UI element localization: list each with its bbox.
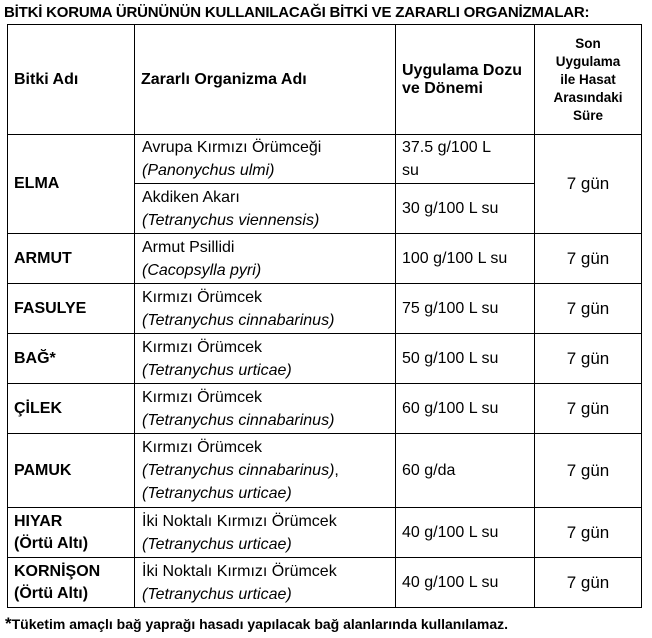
organism-scientific-name: (Tetranychus urticae): [142, 361, 292, 379]
organism-common-name: Avrupa Kırmızı Örümceği: [142, 139, 322, 156]
dose-cell: 50 g/100 L su: [396, 334, 535, 384]
plant-name-line2: (Örtü Altı): [14, 584, 89, 602]
header-interval: [535, 25, 642, 135]
organism-common-name: İki Noktalı Kırmızı Örümcek: [142, 512, 337, 530]
plant-name-line1: HIYAR: [14, 512, 63, 530]
interval-cell: 7 gün: [535, 558, 642, 608]
interval-cell: 7 gün: [535, 508, 642, 558]
organism-cell: [135, 508, 396, 558]
table-row: [8, 334, 642, 384]
footnote-text: Tüketim amaçlı bağ yaprağı hasadı yapılacak bağ alanlarında kullanılamaz.: [11, 616, 509, 632]
dose-cell: [396, 135, 535, 184]
organism-common-name: Kırmızı Örümcek: [142, 338, 263, 356]
dose-cell: 40 g/100 L su: [396, 558, 535, 608]
organism-scientific-name: (Tetranychus cinnabarinus): [142, 311, 335, 329]
header-interval-line1: Son: [575, 35, 601, 51]
header-dose-line2: ve Dönemi: [402, 79, 483, 97]
organism-common-name: Kırmızı Örümcek: [142, 439, 263, 456]
table-row: [8, 558, 642, 608]
table-row: [8, 234, 642, 284]
header-organism: Zararlı Organizma Adı: [135, 25, 396, 135]
interval-cell: 7 gün: [535, 135, 642, 234]
dose-line1: 37.5 g/100 L: [402, 139, 491, 156]
dose-cell: 30 g/100 L su: [396, 184, 535, 234]
organism-cell: [135, 184, 396, 234]
dose-line2: su: [402, 162, 419, 179]
header-plant: Bitki Adı: [8, 25, 135, 135]
header-interval-line3: ile Hasat: [560, 71, 616, 87]
organism-scientific-name: (Panonychus ulmi): [142, 162, 275, 179]
organism-scientific-line: [142, 459, 389, 482]
interval-cell: 7 gün: [535, 234, 642, 284]
plant-name: PAMUK: [8, 434, 135, 508]
organism-scientific-name: (Tetranychus urticae): [142, 485, 292, 502]
crop-pest-table: [7, 24, 642, 608]
interval-cell: 7 gün: [535, 334, 642, 384]
plant-name: FASULYE: [8, 284, 135, 334]
organism-cell: [135, 334, 396, 384]
organism-cell: [135, 558, 396, 608]
header-interval-line2: Uygulama: [555, 53, 621, 69]
table-header-row: [8, 25, 642, 135]
organism-cell: [135, 434, 396, 508]
organism-cell: [135, 234, 396, 284]
organism-scientific-name: (Tetranychus cinnabarinus): [142, 462, 335, 479]
table-row: [8, 384, 642, 434]
table-row: [8, 434, 642, 508]
organism-cell: [135, 384, 396, 434]
dose-cell: 75 g/100 L su: [396, 284, 535, 334]
organism-scientific-name: (Tetranychus urticae): [142, 585, 292, 603]
plant-name-line1: KORNİŞON: [14, 562, 101, 580]
dose-cell: 60 g/da: [396, 434, 535, 508]
plant-name: BAĞ*: [8, 334, 135, 384]
organism-cell: [135, 135, 396, 184]
dose-cell: 60 g/100 L su: [396, 384, 535, 434]
organism-scientific-name: (Tetranychus cinnabarinus): [142, 411, 335, 429]
organism-common-name: Armut Psillidi: [142, 238, 235, 256]
header-dose: [396, 25, 535, 135]
organism-scientific-name: (Tetranychus urticae): [142, 535, 292, 553]
organism-common-name: Kırmızı Örümcek: [142, 388, 263, 406]
organism-common-name: Akdiken Akarı: [142, 188, 240, 206]
table-row: [8, 135, 642, 184]
dose-cell: 40 g/100 L su: [396, 508, 535, 558]
document-title: BİTKİ KORUMA ÜRÜNÜNÜN KULLANILACAĞI BİTKİ VE ZARARLI ORGANİZMALAR:: [4, 4, 590, 21]
organism-cell: [135, 284, 396, 334]
table-row: [8, 284, 642, 334]
interval-cell: 7 gün: [535, 384, 642, 434]
footnote: [5, 614, 508, 634]
plant-name: ELMA: [8, 135, 135, 234]
header-dose-line1: Uygulama Dozu: [402, 61, 523, 79]
organism-common-name: Kırmızı Örümcek: [142, 288, 263, 306]
organism-scientific-name: (Tetranychus viennensis): [142, 211, 320, 229]
organism-common-name: İki Noktalı Kırmızı Örümcek: [142, 562, 337, 580]
header-interval-line4: Arasındaki: [553, 89, 623, 105]
header-interval-line5: Süre: [572, 107, 603, 123]
dose-cell: 100 g/100 L su: [396, 234, 535, 284]
plant-name: [8, 558, 135, 608]
plant-name: ARMUT: [8, 234, 135, 284]
interval-cell: 7 gün: [535, 434, 642, 508]
plant-name: ÇİLEK: [8, 384, 135, 434]
organism-scientific-name: (Cacopsylla pyri): [142, 261, 262, 279]
table-row: [8, 508, 642, 558]
plant-name-line2: (Örtü Altı): [14, 534, 89, 552]
plant-name: [8, 508, 135, 558]
interval-cell: 7 gün: [535, 284, 642, 334]
footnote-marker: *: [5, 614, 12, 633]
organism-separator: ,: [334, 462, 339, 479]
